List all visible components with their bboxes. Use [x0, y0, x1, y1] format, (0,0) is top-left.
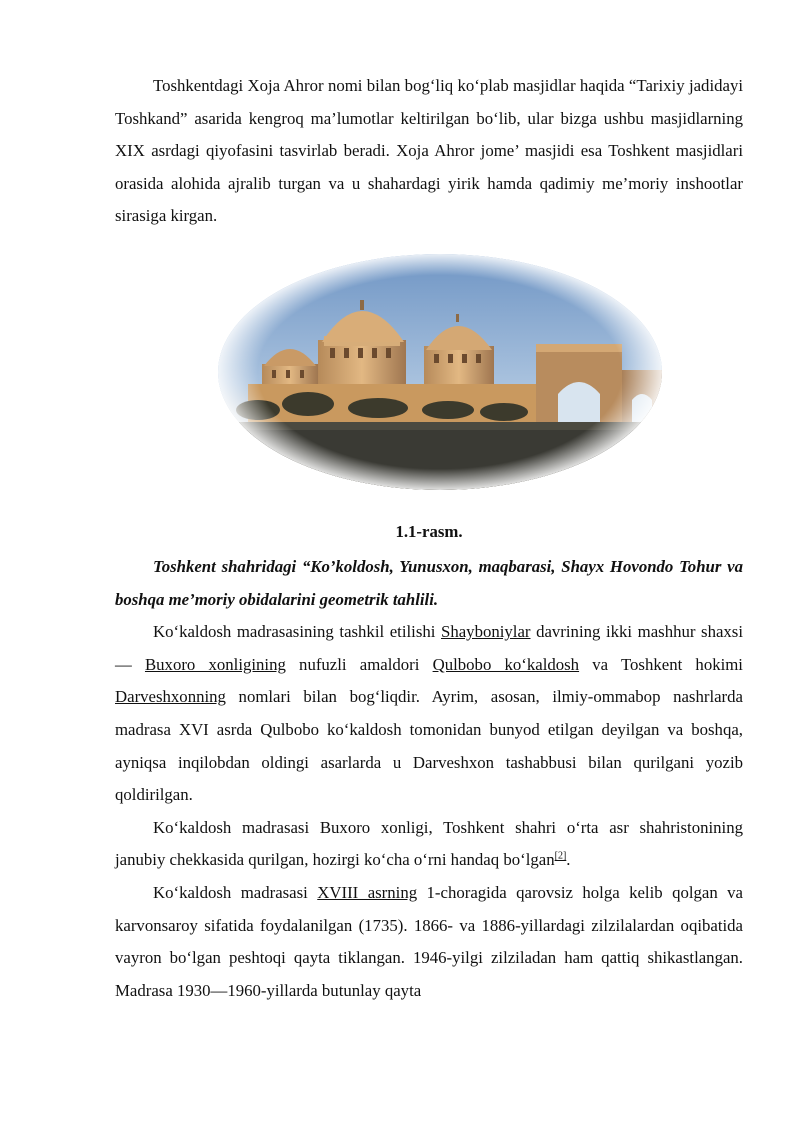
link-xviii-asr[interactable]: XVIII asrning [317, 882, 418, 902]
p1-text-3: nufuzli amaldori [285, 654, 433, 674]
p1-text-2: davrining ikki mashhur shaxsi — [115, 622, 743, 674]
figure-caption: 1.1-rasm. [395, 522, 463, 541]
intro-section [115, 70, 743, 233]
p1-text-5: nomlari bilan bog‘liqdir. Ayrim, asosan, ilmiy-ommabop nashrlarda madrasa XVI asrda Qulbobo ko‘kaldosh tomonidan bunyod etilgan deyilgan va boshqa, ayniqsa inqilobdan oldingi asarlarda u Darveshxon tashabbusi bilan qurilgani yozib qoldirilgan. [115, 687, 743, 805]
link-buxoro-xonligi[interactable]: Buxoro xonligining [144, 654, 286, 674]
body-section [115, 551, 743, 1007]
section-heading: Toshkent shahridagi “Ko’koldosh, Yunusxon, maqbarasi, Shayx Hovondo Tohur va boshqa me’moriy obidalarini geometrik tahlili. [115, 557, 743, 609]
paragraph-kokaldosh-location [115, 812, 743, 877]
p3-text-1: Ko‘kaldosh madrasasi [153, 882, 318, 902]
p1-text-1: Ko‘kaldosh madrasasining tashkil etilishi [153, 622, 441, 642]
intro-paragraph: Toshkentdagi Xoja Ahror nomi bilan bog‘liq ko‘plab masjidlar haqida “Tarixiy jadidayi Toshkand” asarida kengroq ma’lumotlar keltirilgan bo‘lib, ular bizga ushbu masjidlarning XIX asrdagi qiyofasini tasvirlab beradi. Xoja Ahror jome’ masjidi esa Toshkent masjidlari orasida alohida ajralib turgan va u shahardagi yirik hamda qadimiy me’moriy inshootlar sirasiga kirgan. [115, 76, 743, 226]
paragraph-kokaldosh-history [115, 877, 743, 1007]
mosque-photo-graphic [218, 254, 662, 490]
p3-text-2: 1-choragida qarovsiz holga kelib qolgan va karvonsaroy sifatida foydalanilgan (1735). 1866- va 1886-yillardagi zilzilalardan oqibatida vayron bo‘lgan peshtoqi qayta tiklangan. 1946-yilgi zilziladan ham qattiq shikastlangan. Madrasa 1930—1960-yillarda butunlay qayta [115, 882, 744, 1000]
mosque-photo [218, 254, 662, 490]
link-qulbobo-kokaldosh[interactable]: Qulbobo ko‘kaldosh [432, 654, 580, 674]
p2-end: . [566, 850, 571, 870]
reference-link[interactable]: [2] [554, 850, 567, 862]
p2-text: Ko‘kaldosh madrasasi Buxoro xonligi, Toshkent shahri o‘rta asr shahristonining janubiy chekkasida qurilgan, hozirgi ko‘cha o‘rni handaq bo‘lgan [115, 817, 743, 870]
link-shayboniylar[interactable]: Shayboniylar [441, 622, 531, 642]
p1-text-4: va Toshkent hokimi [579, 654, 743, 674]
paragraph-kokaldosh-founding [115, 616, 743, 812]
link-darveshxon[interactable]: Darveshxonning [115, 687, 226, 707]
